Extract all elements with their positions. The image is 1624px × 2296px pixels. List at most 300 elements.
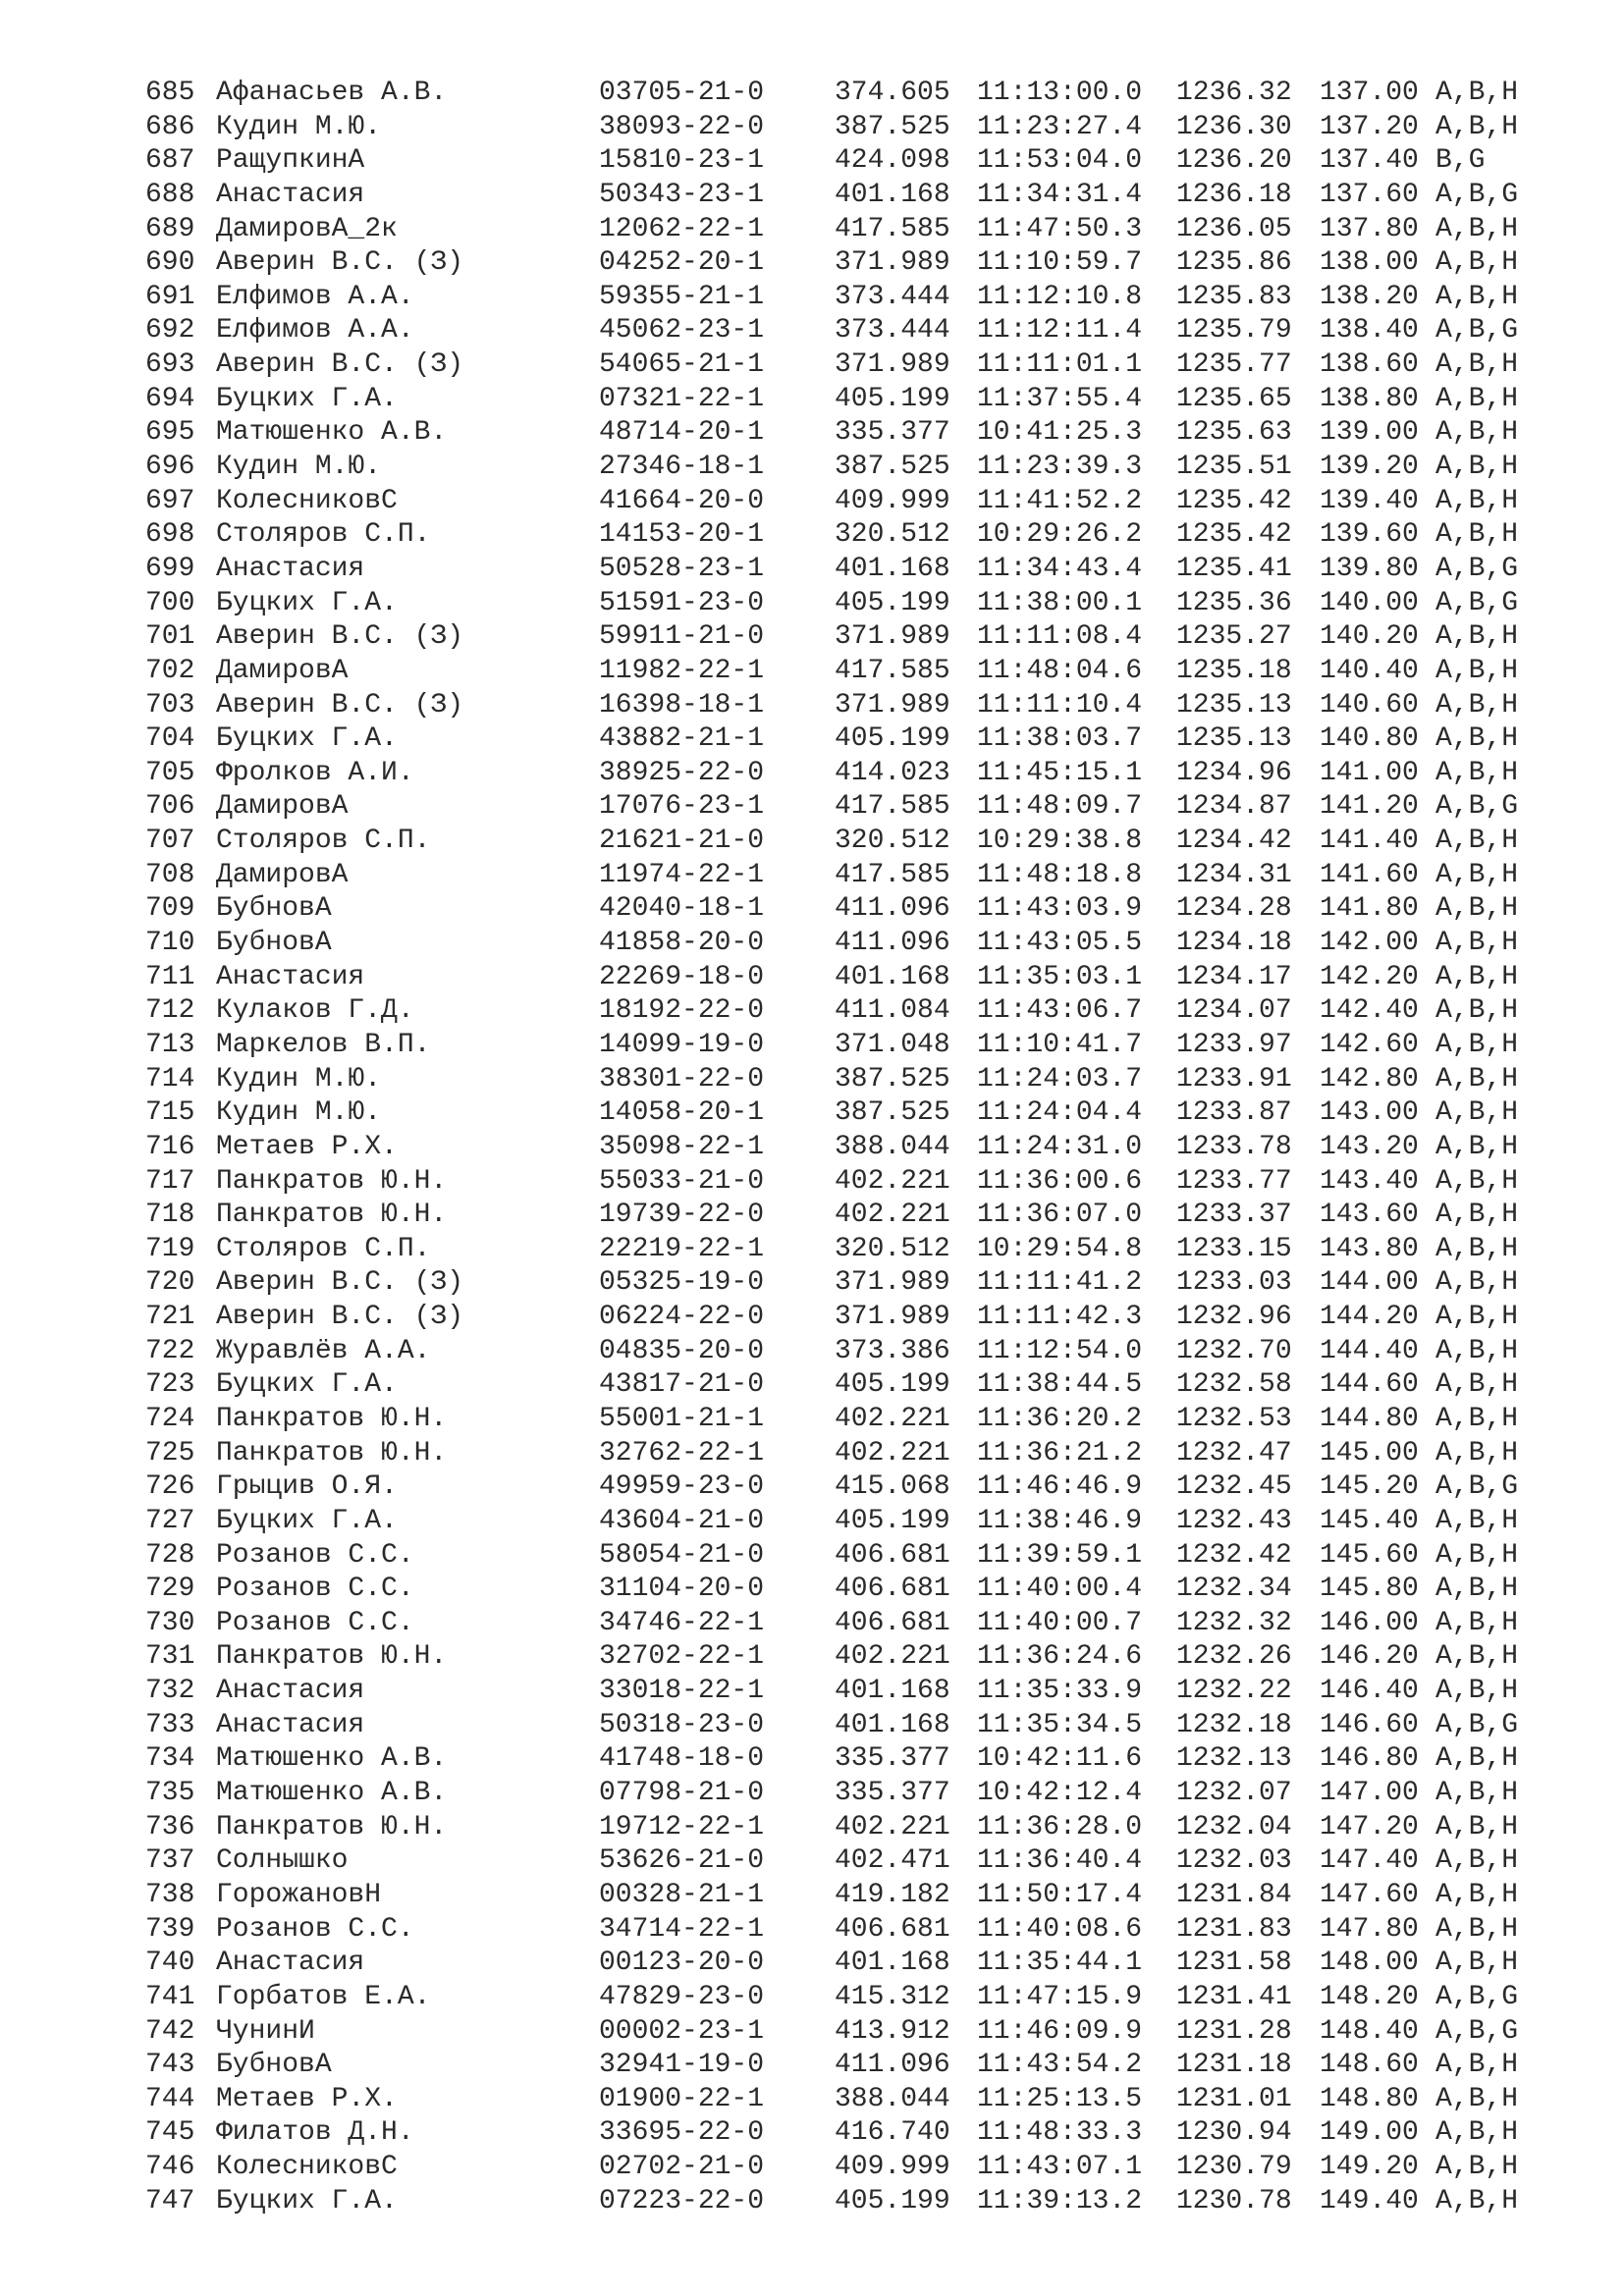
row-name: Буцких Г.А.: [216, 1505, 398, 1536]
row-speed: 1234.18: [1176, 928, 1292, 959]
row-arrival-time: 11:43:05.5: [977, 928, 1143, 959]
row-speed: 1233.87: [1176, 1097, 1292, 1129]
table-row: [145, 1131, 1563, 1165]
row-points: 142.60: [1320, 1029, 1419, 1060]
row-speed: 1236.05: [1176, 213, 1292, 244]
table-row: [145, 1233, 1563, 1267]
row-arrival-time: 11:11:10.4: [977, 689, 1143, 721]
row-speed: 1231.41: [1176, 1981, 1292, 2012]
row-name: Анастасия: [216, 1709, 365, 1740]
row-name: Столяров С.П.: [216, 826, 431, 857]
row-distance: 406.681: [835, 1913, 950, 1945]
row-name: БубновА: [216, 893, 332, 925]
table-row: [145, 1199, 1563, 1233]
row-ring-number: 00123-20-0: [599, 1948, 765, 1979]
row-place: 737: [145, 1845, 195, 1877]
row-name: Розанов С.С.: [216, 1539, 414, 1571]
row-name: Метаев Р.Х.: [216, 1131, 398, 1162]
row-speed: 1231.18: [1176, 2050, 1292, 2081]
row-distance: 371.989: [835, 1302, 950, 1333]
row-ring-number: 41664-20-0: [599, 485, 765, 516]
row-points: 139.40: [1320, 485, 1419, 516]
row-distance: 405.199: [835, 1505, 950, 1536]
row-place: 741: [145, 1981, 195, 2012]
row-speed: 1233.15: [1176, 1233, 1292, 1264]
row-ring-number: 07321-22-1: [599, 383, 765, 414]
row-points: 144.00: [1320, 1267, 1419, 1299]
row-ring-number: 38093-22-0: [599, 111, 765, 142]
row-place: 698: [145, 519, 195, 551]
row-speed: 1234.96: [1176, 757, 1292, 788]
row-speed: 1232.96: [1176, 1302, 1292, 1333]
row-place: 746: [145, 2152, 195, 2183]
row-flags: A,B,H: [1435, 1335, 1519, 1366]
row-place: 721: [145, 1302, 195, 1333]
row-ring-number: 15810-23-1: [599, 145, 765, 177]
row-points: 145.80: [1320, 1574, 1419, 1605]
row-speed: 1231.83: [1176, 1913, 1292, 1945]
row-speed: 1232.47: [1176, 1437, 1292, 1468]
row-place: 732: [145, 1676, 195, 1707]
row-speed: 1234.31: [1176, 859, 1292, 890]
row-flags: A,B,H: [1435, 1097, 1519, 1129]
row-distance: 402.221: [835, 1437, 950, 1468]
table-row: [145, 1913, 1563, 1948]
row-flags: A,B,H: [1435, 621, 1519, 653]
row-ring-number: 14153-20-1: [599, 519, 765, 551]
row-ring-number: 02702-21-0: [599, 2152, 765, 2183]
table-row: [145, 2151, 1563, 2185]
table-row: [145, 1437, 1563, 1471]
row-name: Столяров С.П.: [216, 1233, 431, 1264]
row-name: Анастасия: [216, 1948, 365, 1979]
row-distance: 405.199: [835, 723, 950, 755]
row-distance: 417.585: [835, 791, 950, 823]
row-place: 739: [145, 1913, 195, 1945]
row-place: 733: [145, 1709, 195, 1740]
row-flags: A,B,H: [1435, 655, 1519, 686]
row-arrival-time: 11:34:31.4: [977, 179, 1143, 210]
table-row: [145, 2049, 1563, 2083]
row-distance: 371.989: [835, 349, 950, 381]
row-speed: 1233.78: [1176, 1131, 1292, 1162]
table-row: [145, 246, 1563, 281]
row-ring-number: 17076-23-1: [599, 791, 765, 823]
table-row: [145, 689, 1563, 723]
row-arrival-time: 11:43:06.7: [977, 995, 1143, 1027]
row-points: 144.20: [1320, 1302, 1419, 1333]
row-points: 147.00: [1320, 1778, 1419, 1809]
row-name: Матюшенко А.В.: [216, 417, 448, 449]
row-points: 147.40: [1320, 1845, 1419, 1877]
row-distance: 320.512: [835, 826, 950, 857]
row-place: 725: [145, 1437, 195, 1468]
row-speed: 1232.13: [1176, 1743, 1292, 1775]
row-points: 137.20: [1320, 111, 1419, 142]
row-points: 140.40: [1320, 655, 1419, 686]
row-speed: 1231.84: [1176, 1879, 1292, 1910]
row-arrival-time: 11:41:52.2: [977, 485, 1143, 516]
row-points: 147.80: [1320, 1913, 1419, 1945]
row-name: Кудин М.Ю.: [216, 452, 382, 483]
row-points: 142.20: [1320, 961, 1419, 992]
table-row: [145, 553, 1563, 587]
table-row: [145, 825, 1563, 859]
row-ring-number: 04252-20-1: [599, 247, 765, 279]
table-row: [145, 1403, 1563, 1437]
table-row: [145, 485, 1563, 519]
row-speed: 1234.42: [1176, 826, 1292, 857]
row-speed: 1234.87: [1176, 791, 1292, 823]
row-place: 712: [145, 995, 195, 1027]
row-name: Кудин М.Ю.: [216, 1097, 382, 1129]
row-speed: 1235.65: [1176, 383, 1292, 414]
row-arrival-time: 11:37:55.4: [977, 383, 1143, 414]
row-speed: 1235.41: [1176, 553, 1292, 584]
row-speed: 1232.18: [1176, 1709, 1292, 1740]
table-row: [145, 1981, 1563, 2015]
row-flags: A,B,H: [1435, 1063, 1519, 1095]
row-place: 731: [145, 1641, 195, 1673]
row-name: Буцких Г.А.: [216, 2185, 398, 2216]
row-distance: 387.525: [835, 452, 950, 483]
row-distance: 371.989: [835, 247, 950, 279]
row-points: 141.20: [1320, 791, 1419, 823]
row-ring-number: 04835-20-0: [599, 1335, 765, 1366]
row-speed: 1236.32: [1176, 78, 1292, 108]
table-row: [145, 179, 1563, 213]
row-points: 139.20: [1320, 452, 1419, 483]
row-arrival-time: 11:12:11.4: [977, 315, 1143, 347]
row-name: Аверин В.С. (З): [216, 689, 464, 721]
row-arrival-time: 11:11:01.1: [977, 349, 1143, 381]
row-distance: 402.221: [835, 1165, 950, 1197]
row-place: 700: [145, 587, 195, 618]
row-ring-number: 31104-20-0: [599, 1574, 765, 1605]
row-speed: 1235.79: [1176, 315, 1292, 347]
row-points: 149.40: [1320, 2185, 1419, 2216]
row-name: Анастасия: [216, 961, 365, 992]
row-name: Панкратов Ю.Н.: [216, 1200, 448, 1231]
row-points: 139.60: [1320, 519, 1419, 551]
row-ring-number: 48714-20-1: [599, 417, 765, 449]
row-place: 728: [145, 1539, 195, 1571]
row-flags: A,B,H: [1435, 1676, 1519, 1707]
row-flags: A,B,H: [1435, 417, 1519, 449]
row-place: 716: [145, 1131, 195, 1162]
row-ring-number: 38925-22-0: [599, 757, 765, 788]
row-name: Филатов Д.Н.: [216, 2117, 414, 2149]
row-distance: 409.999: [835, 2152, 950, 2183]
row-arrival-time: 11:36:07.0: [977, 1200, 1143, 1231]
row-speed: 1235.42: [1176, 519, 1292, 551]
row-speed: 1232.42: [1176, 1539, 1292, 1571]
row-arrival-time: 11:11:08.4: [977, 621, 1143, 653]
row-flags: A,B,H: [1435, 1267, 1519, 1299]
row-distance: 387.525: [835, 1097, 950, 1129]
row-speed: 1232.03: [1176, 1845, 1292, 1877]
row-name: БубновА: [216, 2050, 332, 2081]
row-place: 718: [145, 1200, 195, 1231]
row-distance: 335.377: [835, 417, 950, 449]
row-place: 709: [145, 893, 195, 925]
row-arrival-time: 10:29:38.8: [977, 826, 1143, 857]
row-name: Грыцив О.Я.: [216, 1471, 398, 1503]
row-distance: 402.221: [835, 1641, 950, 1673]
row-points: 146.80: [1320, 1743, 1419, 1775]
table-row: [145, 1539, 1563, 1574]
row-points: 142.00: [1320, 928, 1419, 959]
row-place: 695: [145, 417, 195, 449]
table-row: [145, 2015, 1563, 2050]
row-arrival-time: 11:36:28.0: [977, 1811, 1143, 1842]
row-ring-number: 07223-22-0: [599, 2185, 765, 2216]
row-place: 740: [145, 1948, 195, 1979]
row-arrival-time: 11:34:43.4: [977, 553, 1143, 584]
table-row: [145, 587, 1563, 621]
row-place: 715: [145, 1097, 195, 1129]
row-points: 143.60: [1320, 1200, 1419, 1231]
row-name: Панкратов Ю.Н.: [216, 1641, 448, 1673]
row-ring-number: 41748-18-0: [599, 1743, 765, 1775]
row-distance: 402.221: [835, 1403, 950, 1434]
table-row: [145, 927, 1563, 961]
row-place: 696: [145, 452, 195, 483]
row-ring-number: 54065-21-1: [599, 349, 765, 381]
table-row: [145, 859, 1563, 893]
row-place: 703: [145, 689, 195, 721]
row-arrival-time: 11:38:46.9: [977, 1505, 1143, 1536]
row-place: 706: [145, 791, 195, 823]
row-name: Елфимов А.А.: [216, 315, 414, 347]
table-row: [145, 281, 1563, 315]
row-distance: 419.182: [835, 1879, 950, 1910]
row-ring-number: 11974-22-1: [599, 859, 765, 890]
row-speed: 1232.45: [1176, 1471, 1292, 1503]
row-name: РащупкинА: [216, 145, 365, 177]
row-speed: 1232.70: [1176, 1335, 1292, 1366]
row-arrival-time: 11:24:03.7: [977, 1063, 1143, 1095]
row-name: Розанов С.С.: [216, 1574, 414, 1605]
row-speed: 1234.28: [1176, 893, 1292, 925]
row-flags: A,B,H: [1435, 928, 1519, 959]
table-row: [145, 1709, 1563, 1743]
row-arrival-time: 11:47:50.3: [977, 213, 1143, 244]
row-arrival-time: 11:46:09.9: [977, 2015, 1143, 2047]
row-flags: A,B,H: [1435, 1811, 1519, 1842]
row-arrival-time: 11:43:07.1: [977, 2152, 1143, 2183]
row-flags: A,B,G: [1435, 179, 1519, 210]
row-arrival-time: 10:29:54.8: [977, 1233, 1143, 1264]
row-points: 143.00: [1320, 1097, 1419, 1129]
row-points: 138.00: [1320, 247, 1419, 279]
row-name: Аверин В.С. (З): [216, 1267, 464, 1299]
row-name: КолесниковС: [216, 2152, 398, 2183]
row-points: 137.40: [1320, 145, 1419, 177]
row-points: 138.60: [1320, 349, 1419, 381]
row-flags: A,B,G: [1435, 2015, 1519, 2047]
row-place: 747: [145, 2185, 195, 2216]
row-arrival-time: 11:35:34.5: [977, 1709, 1143, 1740]
row-distance: 401.168: [835, 179, 950, 210]
row-distance: 374.605: [835, 78, 950, 108]
row-speed: 1235.13: [1176, 689, 1292, 721]
row-arrival-time: 11:53:04.0: [977, 145, 1143, 177]
row-place: 720: [145, 1267, 195, 1299]
row-points: 142.80: [1320, 1063, 1419, 1095]
row-speed: 1236.18: [1176, 179, 1292, 210]
table-row: [145, 1675, 1563, 1709]
table-row: [145, 1947, 1563, 1981]
row-speed: 1233.97: [1176, 1029, 1292, 1060]
row-name: Панкратов Ю.Н.: [216, 1403, 448, 1434]
row-place: 710: [145, 928, 195, 959]
row-distance: 401.168: [835, 1948, 950, 1979]
row-points: 147.20: [1320, 1811, 1419, 1842]
row-arrival-time: 11:35:33.9: [977, 1676, 1143, 1707]
row-arrival-time: 11:10:59.7: [977, 247, 1143, 279]
row-points: 143.80: [1320, 1233, 1419, 1264]
row-ring-number: 00002-23-1: [599, 2015, 765, 2047]
row-arrival-time: 11:36:40.4: [977, 1845, 1143, 1877]
row-flags: A,B,H: [1435, 1607, 1519, 1638]
row-place: 735: [145, 1778, 195, 1809]
row-flags: A,B,G: [1435, 791, 1519, 823]
row-points: 149.00: [1320, 2117, 1419, 2149]
row-ring-number: 07798-21-0: [599, 1778, 765, 1809]
row-flags: A,B,H: [1435, 452, 1519, 483]
table-row: [145, 2083, 1563, 2117]
row-speed: 1230.79: [1176, 2152, 1292, 2183]
row-ring-number: 45062-23-1: [599, 315, 765, 347]
table-row: [145, 1607, 1563, 1641]
row-points: 140.60: [1320, 689, 1419, 721]
results-table: [145, 77, 1563, 2218]
row-points: 146.00: [1320, 1607, 1419, 1638]
row-name: Солнышко: [216, 1845, 349, 1877]
row-points: 148.60: [1320, 2050, 1419, 2081]
row-distance: 411.084: [835, 995, 950, 1027]
row-place: 730: [145, 1607, 195, 1638]
row-place: 693: [145, 349, 195, 381]
row-name: Анастасия: [216, 553, 365, 584]
table-row: [145, 451, 1563, 485]
row-place: 719: [145, 1233, 195, 1264]
row-place: 724: [145, 1403, 195, 1434]
row-arrival-time: 11:12:54.0: [977, 1335, 1143, 1366]
row-flags: A,B,H: [1435, 1200, 1519, 1231]
row-distance: 373.386: [835, 1335, 950, 1366]
row-distance: 387.525: [835, 111, 950, 142]
row-distance: 401.168: [835, 1709, 950, 1740]
row-speed: 1232.26: [1176, 1641, 1292, 1673]
row-arrival-time: 11:43:54.2: [977, 2050, 1143, 2081]
row-distance: 409.999: [835, 485, 950, 516]
row-name: Метаев Р.Х.: [216, 2083, 398, 2114]
row-name: Журавлёв А.А.: [216, 1335, 431, 1366]
table-row: [145, 2185, 1563, 2219]
row-arrival-time: 11:48:04.6: [977, 655, 1143, 686]
row-flags: A,B,H: [1435, 1574, 1519, 1605]
row-points: 143.20: [1320, 1131, 1419, 1162]
row-arrival-time: 11:36:24.6: [977, 1641, 1143, 1673]
row-distance: 402.471: [835, 1845, 950, 1877]
row-speed: 1232.22: [1176, 1676, 1292, 1707]
row-place: 738: [145, 1879, 195, 1910]
row-ring-number: 05325-19-0: [599, 1267, 765, 1299]
row-distance: 373.444: [835, 281, 950, 312]
row-flags: A,B,H: [1435, 2117, 1519, 2149]
row-arrival-time: 11:50:17.4: [977, 1879, 1143, 1910]
row-ring-number: 33695-22-0: [599, 2117, 765, 2149]
row-flags: A,B,H: [1435, 2152, 1519, 2183]
row-ring-number: 11982-22-1: [599, 655, 765, 686]
row-flags: B,G: [1435, 145, 1486, 177]
row-ring-number: 43604-21-0: [599, 1505, 765, 1536]
row-speed: 1235.42: [1176, 485, 1292, 516]
row-points: 138.20: [1320, 281, 1419, 312]
table-row: [145, 1335, 1563, 1369]
row-arrival-time: 11:40:08.6: [977, 1913, 1143, 1945]
row-distance: 416.740: [835, 2117, 950, 2149]
table-row: [145, 1777, 1563, 1811]
row-points: 145.40: [1320, 1505, 1419, 1536]
row-arrival-time: 10:41:25.3: [977, 417, 1143, 449]
table-row: [145, 1165, 1563, 1200]
row-flags: A,B,H: [1435, 78, 1519, 108]
row-place: 717: [145, 1165, 195, 1197]
table-row: [145, 1742, 1563, 1777]
row-name: Елфимов А.А.: [216, 281, 414, 312]
row-ring-number: 43817-21-0: [599, 1369, 765, 1401]
row-speed: 1233.91: [1176, 1063, 1292, 1095]
row-flags: A,B,H: [1435, 1913, 1519, 1945]
row-ring-number: 01900-22-1: [599, 2083, 765, 2114]
row-place: 742: [145, 2015, 195, 2047]
row-name: Буцких Г.А.: [216, 383, 398, 414]
row-speed: 1236.20: [1176, 145, 1292, 177]
row-flags: A,B,H: [1435, 485, 1519, 516]
table-row: [145, 620, 1563, 655]
row-points: 145.20: [1320, 1471, 1419, 1503]
row-name: Панкратов Ю.Н.: [216, 1811, 448, 1842]
row-speed: 1232.04: [1176, 1811, 1292, 1842]
row-arrival-time: 11:40:00.7: [977, 1607, 1143, 1638]
row-points: 145.00: [1320, 1437, 1419, 1468]
row-name: Анастасия: [216, 1676, 365, 1707]
row-flags: A,B,H: [1435, 1403, 1519, 1434]
row-ring-number: 42040-18-1: [599, 893, 765, 925]
row-flags: A,B,H: [1435, 826, 1519, 857]
row-arrival-time: 11:13:00.0: [977, 78, 1143, 108]
row-name: Столяров С.П.: [216, 519, 431, 551]
row-arrival-time: 11:12:10.8: [977, 281, 1143, 312]
row-flags: A,B,H: [1435, 1948, 1519, 1979]
row-name: Розанов С.С.: [216, 1607, 414, 1638]
row-ring-number: 27346-18-1: [599, 452, 765, 483]
row-arrival-time: 11:11:41.2: [977, 1267, 1143, 1299]
row-distance: 371.989: [835, 621, 950, 653]
table-row: [145, 892, 1563, 927]
row-place: 708: [145, 859, 195, 890]
row-place: 713: [145, 1029, 195, 1060]
row-arrival-time: 11:39:59.1: [977, 1539, 1143, 1571]
row-flags: A,B,G: [1435, 1471, 1519, 1503]
row-ring-number: 47829-23-0: [599, 1981, 765, 2012]
row-distance: 405.199: [835, 383, 950, 414]
row-distance: 413.912: [835, 2015, 950, 2047]
row-ring-number: 51591-23-0: [599, 587, 765, 618]
